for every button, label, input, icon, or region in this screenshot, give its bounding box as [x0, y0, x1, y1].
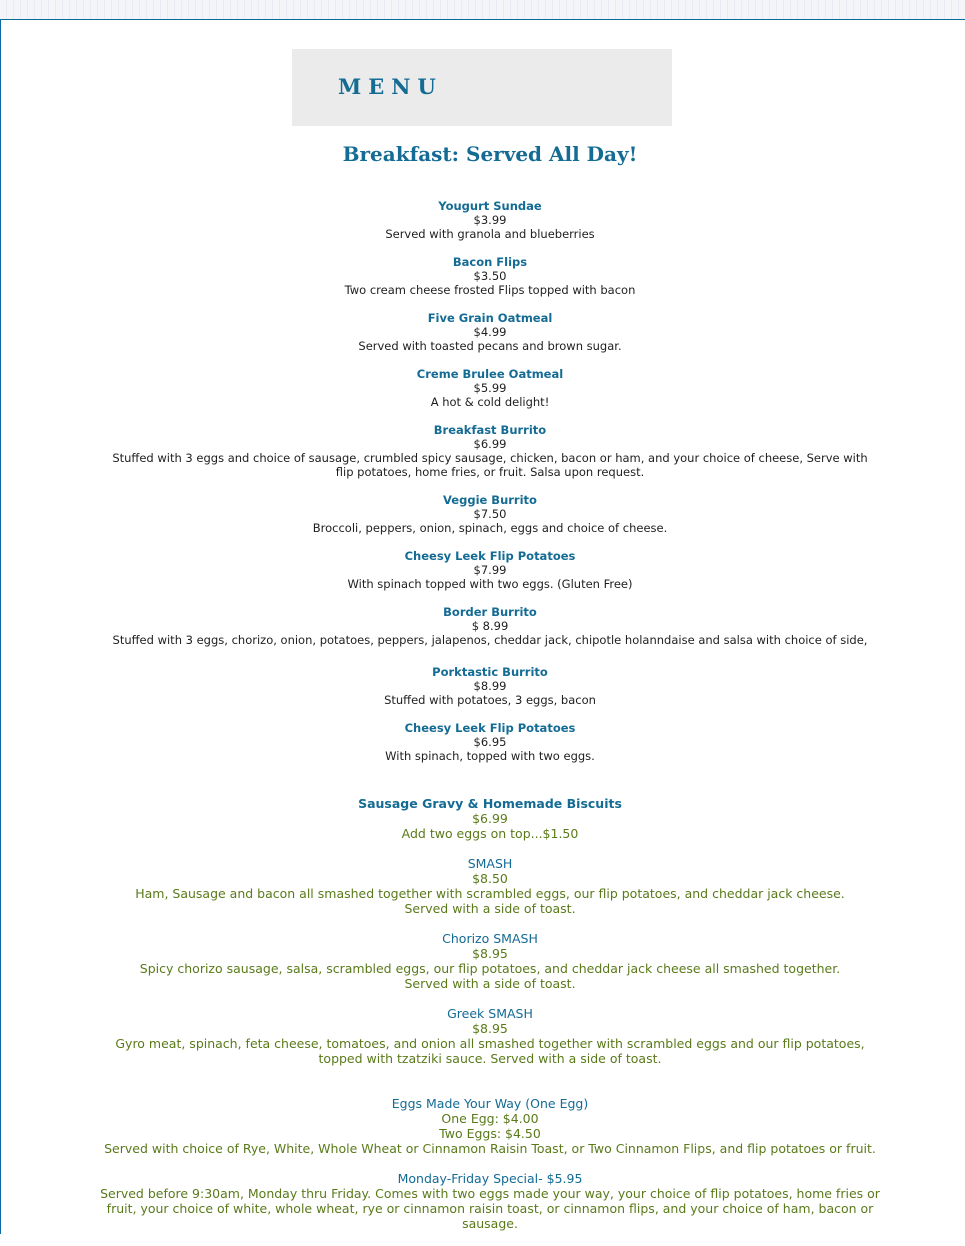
menu-label: MENU	[338, 74, 443, 99]
item-description: Stuffed with potatoes, 3 eggs, bacon	[384, 693, 596, 707]
item-name: Yougurt Sundae	[438, 199, 542, 213]
item-description: Stuffed with 3 eggs, chorizo, onion, potatoes, peppers, jalapenos, cheddar jack, chipotle holanndaise and salsa with choice of side,	[112, 633, 868, 647]
menu-item	[105, 255, 875, 297]
item-name: Border Burrito	[443, 605, 537, 619]
item-name: Monday-Friday Special- $5.95	[397, 1171, 583, 1186]
item-price: $ 8.99	[471, 619, 509, 633]
item-name: Porktastic Burrito	[432, 665, 548, 679]
item-description: topped with tzatziki sauce. Served with a side of toast.	[318, 1051, 662, 1066]
menu-item	[105, 721, 875, 763]
menu-item	[105, 199, 875, 241]
item-price: $4.99	[473, 325, 507, 339]
special-chorizo-smash	[95, 931, 885, 991]
item-name: Creme Brulee Oatmeal	[416, 367, 564, 381]
menu-item	[105, 605, 875, 647]
item-name: Chorizo SMASH	[442, 931, 538, 946]
item-description: Served before 9:30am, Monday thru Friday. Comes with two eggs made your way, your choice of flip potatoes, home fries or fruit, your choice of white, whole wheat, rye or cinnamon raisin toast, or cinnamon flips, and your choice of ham, bacon or sausage.	[100, 1186, 880, 1231]
left-border-line	[0, 19, 1, 1234]
item-description: Served with a side of toast.	[404, 901, 576, 916]
menu-item	[105, 665, 875, 707]
menu-item	[105, 311, 875, 353]
spacer	[95, 1081, 885, 1096]
menu-item	[105, 493, 875, 535]
item-description: Spicy chorizo sausage, salsa, scrambled eggs, our flip potatoes, and cheddar jack cheese all smashed together.	[139, 961, 841, 976]
item-name: Eggs Made Your Way (One Egg)	[391, 1096, 589, 1111]
item-price: $7.99	[473, 563, 507, 577]
item-price: $8.95	[472, 946, 508, 961]
item-price: Two Eggs: $4.50	[439, 1126, 541, 1141]
item-price: $7.50	[473, 507, 507, 521]
item-name: Cheesy Leek Flip Potatoes	[404, 721, 576, 735]
item-price: $8.50	[472, 871, 508, 886]
item-name: Five Grain Oatmeal	[427, 311, 553, 325]
item-name: Veggie Burrito	[443, 493, 537, 507]
breakfast-list	[105, 199, 875, 777]
item-description: Served with toasted pecans and brown sugar.	[358, 339, 622, 353]
special-eggs-your-way	[95, 1096, 885, 1156]
item-name: Greek SMASH	[447, 1006, 533, 1021]
item-description: With spinach topped with two eggs. (Gluten Free)	[347, 577, 633, 591]
item-price: $6.99	[473, 437, 507, 451]
item-description: A hot & cold delight!	[430, 395, 550, 409]
item-name: Bacon Flips	[452, 255, 528, 269]
item-description: Stuffed with 3 eggs and choice of sausage, crumbled spicy sausage, chicken, bacon or ham, and your choice of cheese, Serve with flip potatoes, home fries, or fruit. Salsa upon request.	[112, 451, 868, 479]
item-name: SMASH	[467, 856, 513, 871]
item-price: $8.99	[473, 679, 507, 693]
menu-item	[105, 549, 875, 591]
item-price: $6.99	[472, 811, 508, 826]
special-greek-smash	[95, 1006, 885, 1066]
item-description: With spinach, topped with two eggs.	[385, 749, 595, 763]
top-decorative-strip	[0, 0, 965, 20]
special-gravy	[95, 796, 885, 841]
item-price: $3.99	[473, 213, 507, 227]
menu-item	[105, 367, 875, 409]
item-price: $3.50	[473, 269, 507, 283]
item-price: One Egg: $4.00	[441, 1111, 539, 1126]
item-description: Served with a side of toast.	[404, 976, 576, 991]
item-description: Add two eggs on top...$1.50	[401, 826, 579, 841]
item-description: Served with choice of Rye, White, Whole Wheat or Cinnamon Raisin Toast, or Two Cinnamon Flips, and flip potatoes or fruit.	[104, 1141, 876, 1156]
specials-list	[95, 796, 885, 1246]
item-name: Breakfast Burrito	[433, 423, 547, 437]
item-name: Cheesy Leek Flip Potatoes	[404, 549, 576, 563]
item-price: $8.95	[472, 1021, 508, 1036]
special-smash	[95, 856, 885, 916]
item-description: Ham, Sausage and bacon all smashed together with scrambled eggs, our flip potatoes, and cheddar jack cheese.	[135, 886, 845, 901]
page-title: Breakfast: Served All Day!	[342, 142, 638, 166]
item-description: Two cream cheese frosted Flips topped with bacon	[344, 283, 636, 297]
item-description: Served with granola and blueberries	[385, 227, 595, 241]
menu-item	[105, 423, 875, 479]
item-price: $6.95	[473, 735, 507, 749]
item-name: Sausage Gravy & Homemade Biscuits	[358, 796, 622, 811]
special-weekday	[95, 1171, 885, 1231]
item-description: Gyro meat, spinach, feta cheese, tomatoes, and onion all smashed together with scrambled eggs and our flip potatoes,	[115, 1036, 865, 1051]
item-description: Broccoli, peppers, onion, spinach, eggs and choice of cheese.	[312, 521, 668, 535]
item-price: $5.99	[473, 381, 507, 395]
